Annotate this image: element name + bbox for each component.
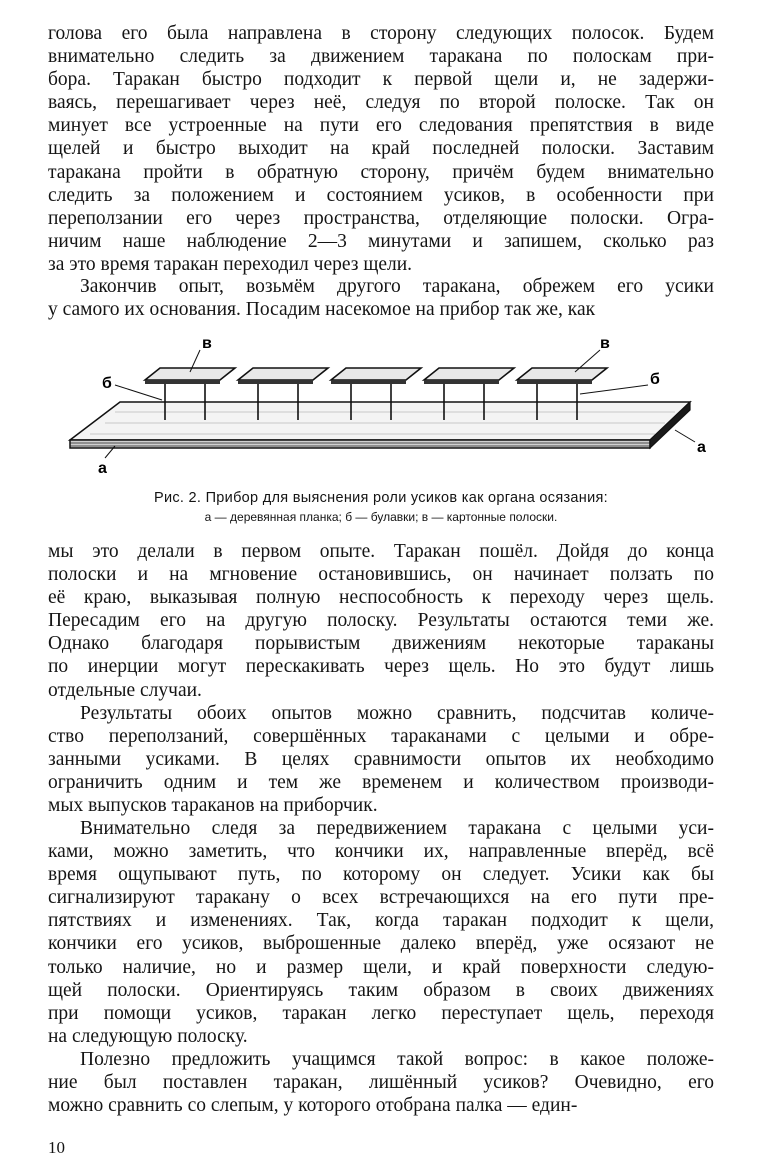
text-line: за это время таракан переходил через щели. — [48, 253, 413, 275]
text-line: при помощи усиков, таракан легко переступает щель, переходя — [48, 1002, 714, 1024]
text-line: щей полоски. Ориентируясь таким образом в своих движениях — [48, 979, 714, 1001]
text-line: только наличие, но и размер щели, и край поверхности следую- — [48, 956, 714, 978]
plank-front-edge — [70, 440, 650, 448]
label-v-left: в — [202, 335, 212, 352]
label-b-right: б — [650, 371, 660, 388]
text-line: бора. Таракан быстро подходит к первой щели и, не задержи- — [48, 69, 714, 91]
figure-apparatus-diagram — [60, 330, 710, 480]
text-line: щелей и быстро выходит на край последней полоски. Заставим — [48, 138, 714, 160]
text-line: на следующую полоску. — [48, 1025, 248, 1047]
label-a-bottom: а — [98, 460, 107, 477]
label-v-right: в — [600, 335, 610, 352]
text-line: ограничить одним и тем же временем и количеством производи- — [48, 772, 714, 794]
paragraph-1 — [48, 22, 714, 276]
text-line: ние был поставлен таракан, лишённый усиков? Очевидно, его — [48, 1072, 714, 1094]
text-line: мы это делали в первом опыте. Таракан пошёл. Дойдя до конца — [48, 541, 714, 562]
text-line: переползании его через пространства, отделяющие полоски. Огра- — [48, 207, 714, 229]
text-line: минует все устроенные на пути его следования препятствия в виде — [48, 115, 714, 137]
text-line: по инерции могут перескакивать через щель. Но это будут лишь — [48, 656, 714, 678]
text-line: занными усиками. В целях сравнимости опытов их необходимо — [48, 749, 714, 771]
text-line: ничим наше наблюдение 2—3 минутами и запишем, сколько раз — [48, 230, 714, 252]
text-line: Результаты обоих опытов можно сравнить, подсчитав количе- — [80, 703, 714, 724]
text-line: Полезно предложить учащимся такой вопрос: в какое положе- — [80, 1049, 714, 1070]
caption-title: Рис. 2. Прибор для выяснения роли усиков как органа осязания: — [153, 490, 608, 506]
text-line: можно сравнить со слепым, у которого отобрана палка — един- — [48, 1095, 578, 1117]
label-a-right: а — [697, 439, 706, 456]
text-line: Внимательно следя за передвижением таракана с целыми уси- — [80, 818, 714, 839]
text-line: сигнализируют таракану о всех встречающихся на его пути пре- — [48, 887, 714, 909]
text-line: её краю, выказывая полную неспособность к переходу через щель. — [48, 587, 714, 609]
caption-legend: а — деревянная планка; б — булавки; в — картонные полоски. — [204, 510, 558, 524]
paragraph-6 — [48, 1048, 714, 1117]
text-line: Пересадим его на другую полоску. Результаты остаются теми же. — [48, 610, 714, 632]
text-line: полоски и на мгновение остановившись, он начинает ползать по — [48, 564, 714, 586]
text-line: следить за положением и состоянием усиков, в особенности при — [48, 184, 714, 206]
text-line: ваясь, перешагивает через неё, следуя по второй полоске. Так он — [48, 92, 714, 114]
text-line: Закончив опыт, возьмём другого таракана, обрежем его усики — [80, 276, 714, 297]
text-line: время ощупывают путь, по которому он следует. Усики как бы — [48, 864, 714, 886]
paragraph-2 — [48, 275, 714, 321]
text-line: у самого их основания. Посадим насекомое на прибор так же, как — [48, 299, 596, 321]
text-line: пятствиях и изменениях. Так, когда таракан подходит к щели, — [48, 910, 714, 932]
text-line: таракана пройти в обратную сторону, причём будем внимательно — [48, 161, 714, 183]
label-b-left: б — [102, 375, 112, 392]
text-line: мых выпусков тараканов на приборчик. — [48, 795, 378, 817]
figure-caption — [48, 488, 714, 526]
text-line: ками, можно заметить, что кончики их, направленные вперёд, всё — [48, 841, 714, 863]
text-line: кончики его усиков, выброшенные далеко вперёд, уже осязают не — [48, 933, 714, 955]
text-line: отдельные случаи. — [48, 679, 202, 701]
text-line: Однако благодаря порывистым движениям некоторые тараканы — [48, 633, 714, 655]
paragraph-3 — [48, 540, 714, 702]
paragraph-5 — [48, 817, 714, 1048]
text-line: внимательно следить за движением таракана по полоскам при- — [48, 46, 714, 68]
paragraph-4 — [48, 702, 714, 817]
text-line: ство переползаний, совершённых тараканами с целыми и обре- — [48, 726, 714, 748]
text-line: голова его была направлена в сторону следующих полосок. Будем — [48, 23, 714, 44]
page-number: 10 — [48, 1138, 65, 1157]
